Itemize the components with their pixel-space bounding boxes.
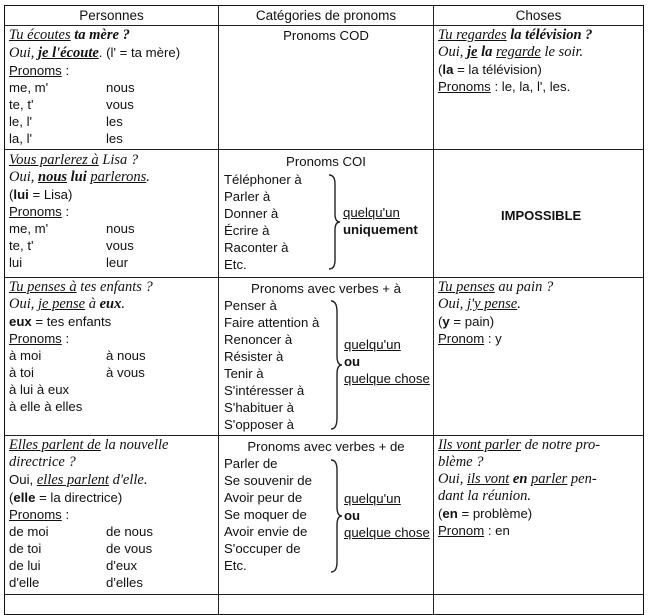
example-answer: Oui, elles parlent d'elle. (9, 472, 148, 488)
example-question: Tu écoutes ta mère ? (9, 27, 130, 43)
pronoun-table (4, 5, 644, 615)
example-question: Vous parlerez à Lisa ? (9, 152, 139, 168)
row4-choses-cell (438, 437, 643, 539)
row1-category-title: Pronoms COD (283, 28, 369, 43)
pronoun-label: Pronom : y (438, 331, 502, 346)
pronoun-row: à elle à elles (9, 399, 83, 414)
example-note: (lui = Lisa) (9, 187, 73, 202)
header-personnes: Personnes (79, 8, 144, 23)
verb-item: Tenir à (224, 366, 264, 381)
verb-item: Parler de (224, 456, 278, 471)
example-question: Tu regardes la télévision ? (438, 27, 593, 43)
verb-item: Parler à (224, 189, 271, 204)
verb-item: S'intéresser à (224, 383, 305, 398)
example-note: (y = pain) (438, 314, 495, 329)
example-question-cont: blème ? (438, 454, 484, 470)
row2-target: quelqu'un uniquement (343, 205, 418, 237)
pronoun-row: me, m' nous (9, 221, 135, 236)
pronoun-label: Pronoms : (9, 331, 70, 346)
example-answer: Oui, je l'écoute. (l' = ta mère) (9, 45, 181, 61)
verb-item: Écrire à (224, 223, 270, 238)
verb-item: Raconter à (224, 240, 289, 255)
row-divider (5, 594, 643, 595)
row2-personnes-cell (9, 152, 214, 271)
row2-category-title: Pronoms COI (286, 154, 366, 169)
verb-item: Faire attention à (224, 315, 320, 330)
pronoun-row: de lui d'eux (9, 558, 138, 573)
row1-personnes-cell (9, 27, 214, 147)
example-question: Tu penses au pain ? (438, 279, 554, 295)
pronoun-row: te, t' vous (9, 238, 134, 253)
example-question: Tu penses à tes enfants ? (9, 279, 153, 295)
verb-item: Résister à (224, 349, 284, 364)
example-note: (en = problème) (438, 506, 533, 521)
verb-item: S'habituer à (224, 400, 294, 415)
pronoun-label: Pronoms : (9, 63, 70, 78)
verb-item: Donner à (224, 206, 279, 221)
example-question-cont: directrice ? (9, 454, 76, 470)
pronoun-row: de moi de nous (9, 524, 153, 539)
row3-verb-list (224, 297, 339, 433)
verb-item: S'occuper de (224, 541, 301, 556)
example-answer: Oui, j'y pense. (438, 296, 521, 312)
row3-category-title: Pronoms avec verbes + à (251, 281, 401, 296)
pronoun-label: Pronoms : le, la, l', les. (438, 79, 571, 94)
example-question: Elles parlent de la nouvelle (9, 437, 169, 453)
row2-verb-list (224, 171, 334, 273)
row-divider (5, 277, 643, 278)
verb-item: Renoncer à (224, 332, 293, 347)
example-answer: Oui, ils vont en parler pen- (438, 471, 597, 487)
pronoun-row: le, l' les (9, 114, 123, 129)
example-answer-cont: dant la réunion. (438, 488, 532, 504)
row-divider (5, 149, 643, 150)
example-question: Ils vont parler de notre pro- (438, 437, 601, 453)
example-answer: Oui, je pense à eux. (9, 296, 125, 312)
pronoun-row: lui leur (9, 255, 128, 270)
header-categories: Catégories de pronoms (255, 8, 397, 23)
pronoun-label: Pronoms : (9, 204, 70, 219)
row3-personnes-cell (9, 279, 214, 415)
pronoun-row: à moi à nous (9, 348, 146, 363)
verb-item: Etc. (224, 558, 247, 573)
example-note: eux = tes enfants (9, 314, 112, 329)
row4-verb-list (224, 455, 339, 574)
row3-target: quelqu'un ou quelque chose (344, 337, 430, 386)
pronoun-row: d'elle d'elles (9, 575, 143, 590)
example-answer: Oui, nous lui parlerons. (9, 169, 150, 185)
pronoun-label: Pronom : en (438, 523, 510, 538)
header-divider (5, 25, 643, 26)
header-choses: Choses (515, 8, 562, 23)
example-note: (elle = la directrice) (9, 490, 123, 505)
row4-personnes-cell (9, 437, 214, 591)
right-brace-icon (329, 459, 343, 573)
verb-item: Téléphoner à (224, 172, 302, 187)
verb-item: S'opposer à (224, 417, 294, 432)
pronoun-row: me, m' nous (9, 80, 135, 95)
row-divider (5, 435, 643, 436)
example-note: (la = la télévision) (438, 62, 542, 77)
verb-item: Se moquer de (224, 507, 307, 522)
pronoun-row: à lui à eux (9, 382, 70, 397)
impossible-label: IMPOSSIBLE (501, 208, 582, 223)
example-answer: Oui, je la regarde le soir. (438, 44, 584, 60)
pronoun-row: la, l' les (9, 131, 123, 146)
row1-choses-cell (438, 27, 643, 95)
column-divider (218, 6, 219, 614)
row4-category-title: Pronoms avec verbes + de (247, 439, 405, 454)
right-brace-icon (329, 300, 343, 430)
pronoun-row: de toi de vous (9, 541, 153, 556)
right-brace-icon (327, 174, 341, 270)
row3-choses-cell (438, 279, 643, 347)
pronoun-row: à toi à vous (9, 365, 145, 380)
pronoun-row: te, t' vous (9, 97, 134, 112)
row4-target: quelqu'un ou quelque chose (344, 491, 430, 540)
verb-item: Avoir peur de (224, 490, 303, 505)
pronoun-label: Pronoms : (9, 507, 70, 522)
verb-item: Etc. (224, 257, 247, 272)
verb-item: Se souvenir de (224, 473, 312, 488)
verb-item: Penser à (224, 298, 277, 313)
column-divider (433, 6, 434, 614)
verb-item: Avoir envie de (224, 524, 308, 539)
